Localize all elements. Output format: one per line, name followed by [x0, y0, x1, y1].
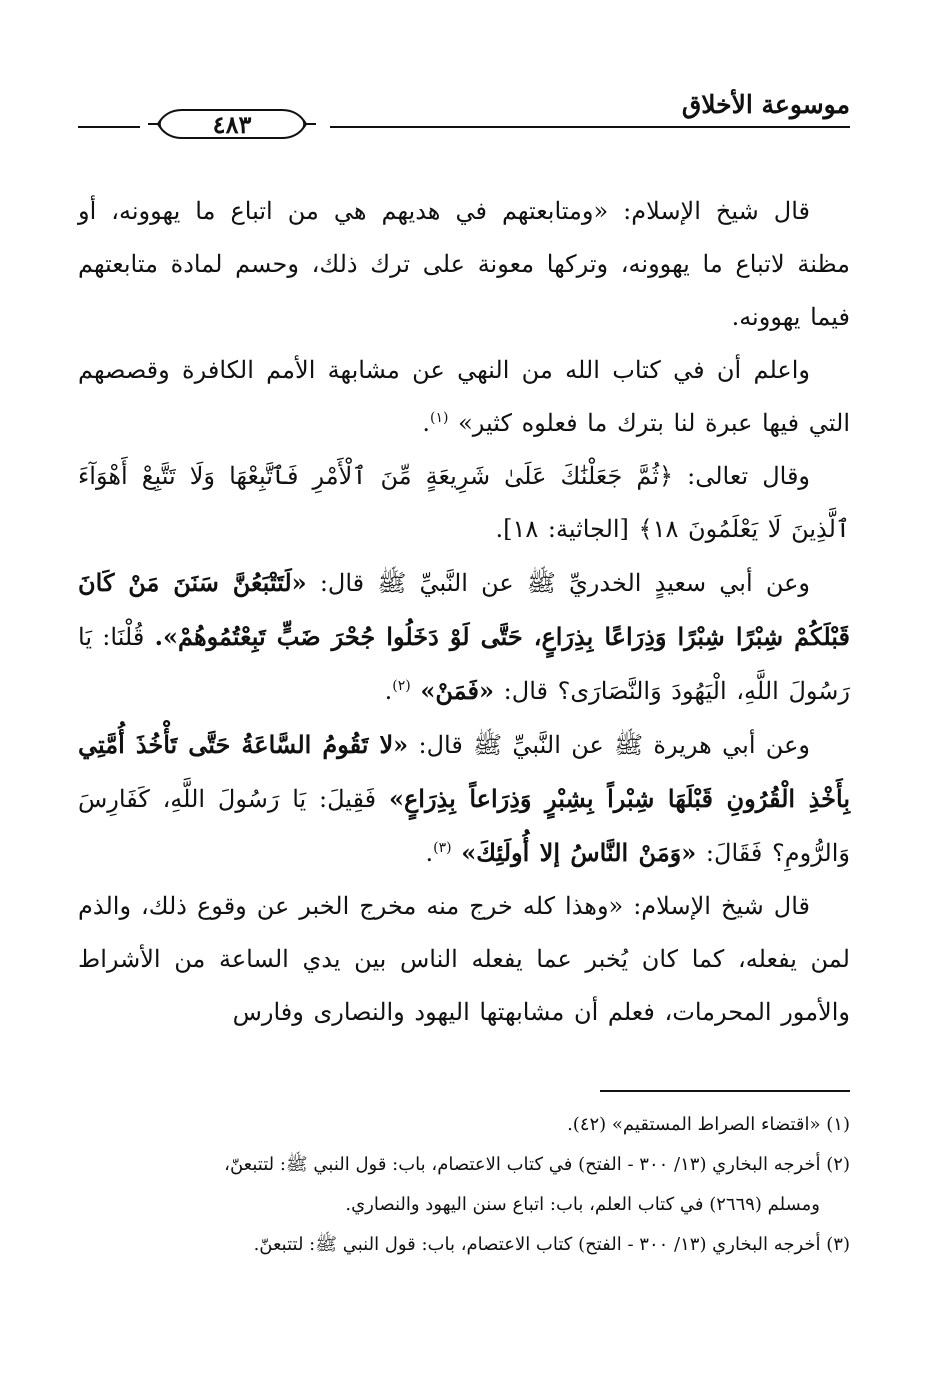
footnote-ref-1: (١) — [430, 410, 449, 426]
hadith-2-lead: وعن أبي هريرة ﷺ عن النَّبيِّ ﷺ قال: — [418, 731, 810, 759]
paragraph-2-text: واعلم أن في كتاب الله من النهي عن مشابهة الأمم الكافرة وقصصهم التي فيها عبرة لنا بترك ما فعلوه كثير» — [78, 356, 850, 437]
paragraph-5-tail: . — [425, 839, 434, 867]
paragraph-3: وقال تعالى: ﴿ثُمَّ جَعَلْنَٰكَ عَلَىٰ شَرِيعَةٍ مِّنَ ٱلْأَمْرِ فَٱتَّبِعْهَا وَلَا تَتَّبِعْ أَهْوَآءَ ٱلَّذِينَ لَا يَعْلَمُونَ ١٨﴾ [الجاثية: ١٨]. — [78, 462, 850, 543]
hadith-1-text: «لَتَتْبَعُنَّ سَنَنَ مَنْ كَانَ قَبْلَكُمْ شِبْرًا شِبْرًا وَذِرَاعًا بِذِرَاعٍ، حَتَّى لَوْ دَخَلُوا جُحْرَ ضَبٍّ تَبِعْتُمُوهُمْ». — [78, 568, 850, 651]
page-number-badge — [144, 104, 320, 144]
page-number: ٤٨٣ — [212, 109, 252, 139]
header-rule-left — [78, 126, 140, 128]
footnote-ref-2: (٢) — [392, 678, 411, 694]
header-rule-right — [330, 126, 850, 128]
hadith-2-mid: فَقِيلَ: يَا رَسُولَ اللَّهِ، كَفَارِسَ وَالرُّومِ؟ فَقَالَ: — [78, 785, 850, 867]
hadith-1-answer: «فَمَنْ» — [420, 676, 495, 705]
hadith-2-text: «لا تَقُومُ السَّاعَةُ حَتَّى تَأْخُذَ أُمَّتِي بِأَخْذِ الْقُرُونِ قَبْلَهَا شِبْراً بِشِبْرٍ وَذِرَاعاً بِذِرَاعٍ» — [78, 730, 851, 813]
paragraph-5 — [78, 718, 850, 880]
book-title: موسوعة الأخلاق — [681, 90, 850, 119]
paragraph-6: قال شيخ الإسلام: «وهذا كله خرج منه مخرج الخبر عن وقوع ذلك، والذم لمن يفعله، كما كان يُخبر عما يفعله الناس بين يدي الساعة من الأشراط والأمور المحرمات، فعلم أن مشابهتها اليهود والنصارى وفارس — [78, 892, 850, 1026]
footnote-2: (٢) أخرجه البخاري (١٣/ ٣٠٠ - الفتح) في كتاب الاعتصام، باب: قول النبي ﷺ: لتتبعنّ، — [224, 1154, 850, 1175]
footnote-separator — [600, 1090, 850, 1092]
main-text — [78, 185, 850, 1039]
footnote-3: (٣) أخرجه البخاري (١٣/ ٣٠٠ - الفتح) كتاب الاعتصام، باب: قول النبي ﷺ: لتتبعنّ. — [253, 1234, 850, 1255]
paragraph-4 — [78, 556, 850, 718]
footnotes — [78, 1105, 850, 1265]
footnote-1: (١) «اقتضاء الصراط المستقيم» (٤٢). — [567, 1114, 850, 1135]
page-header — [78, 86, 850, 139]
paragraph-1: قال شيخ الإسلام: «ومتابعتهم في هديهم هي من اتباع ما يهوونه، أو مظنة لاتباع ما يهوونه، وتركها معونة على ترك ذلك، وحسم لمادة متابعتهم فيما يهوونه. — [78, 197, 850, 331]
hadith-2-answer: «وَمَنْ النَّاسُ إلا أُولَئِكَ» — [461, 838, 697, 867]
paragraph-2 — [78, 344, 850, 450]
footnote-ref-3: (٣) — [433, 840, 452, 856]
paragraph-4-tail: . — [384, 677, 393, 705]
hadith-1-lead: وعن أبي سعيدٍ الخدريِّ ﷺ عن النَّبيِّ ﷺ قال: — [319, 569, 811, 597]
footnote-2-continuation: ومسلم (٢٦٦٩) في كتاب العلم، باب: اتباع سنن اليهود والنصاري. — [345, 1194, 820, 1215]
paragraph-2-tail: . — [422, 409, 430, 437]
hadith-1-mid: قُلْنَا: يَا رَسُولَ اللَّهِ، الْيَهُودَ وَالنَّصَارَى؟ قال: — [78, 623, 850, 705]
